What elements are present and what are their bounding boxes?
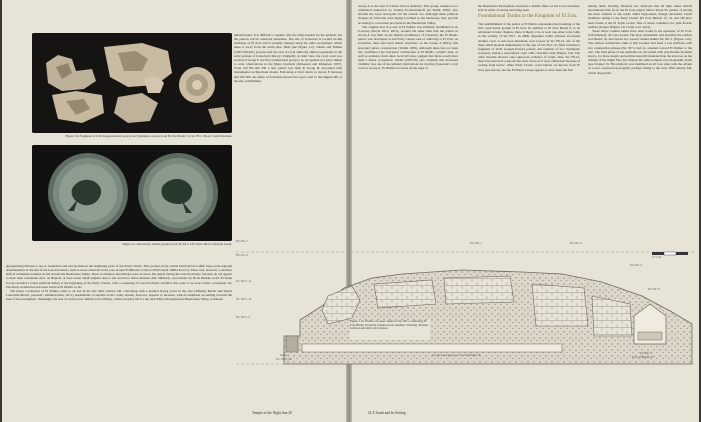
drawing-label: Access passageway to El Zotz Burial 16 <box>432 353 481 357</box>
page-number: 21 <box>368 411 372 415</box>
figure-1-9-caption: Figure 1.9. Jade mosaic earflare plaques from Str. F8-2 at El Tejón. Photo: Nicholas Carter. <box>122 243 232 246</box>
running-title: A Tomb and Its Setting <box>372 411 406 415</box>
paragraph: the Buenavista Escarpment exercised a similar effect on the local viewshed, both in terms of seeing and being seen. <box>478 4 580 13</box>
drawing-label: Str. M7-1-2 <box>236 315 251 319</box>
jade-earflare-image <box>32 145 232 241</box>
tunnel-profile-drawing <box>232 240 698 392</box>
right-page-column-2 <box>478 4 580 240</box>
drawing-label: Str. M7-1-1a <box>236 279 252 283</box>
paragraph: among them. Notably, Houston has observed that all high status burials encountered thus far in the El Zotz region follow Royal 9's pattern of having the head oriented to the north. Other high-status, though unvaulted, burial chambers dating to the Early Classic (El Zotz Burials 13, 14, and 18) have been found at the El Tejón Group. One of these contained two jade mosaic earflare plaques (Figure 1.9; Carter et al. 2012). <box>588 4 692 29</box>
drawing-label: EZ 23C-1 <box>470 241 482 245</box>
drawing-label: Str. M7-1-1b <box>236 297 252 301</box>
scale-bar-label: 0 1 2 m <box>652 255 662 259</box>
figure-1-8-photo <box>32 33 232 133</box>
paragraph: The original seat of power at El Palmar was similarly established at an E-Group (Doyle 2012, 2013). Around the same time that the palace in Group A was built on the highest prominence of Uaxactun, the El Diablo palace was developed as the Early Classic seat of authority at El Zotz. At Uaxactun, there had been manic structures on the Group A hilltop that preceded palace construction (Valdés 1995). Although there has not been any confirmed Late Preclassic architecture at El Diablo, ceramic data, as well as evidence from other local hill sites, suggest that there would have been a minor occupation. Valdés (1995:50) also contends that increased visibility was one of the primary motivations for moving Uaxactun's royal court to Group A. El Diablo's location on the edge of <box>358 24 458 71</box>
paragraph: Three major vaulted tombs have been found in the epicenter of El Zotz. Unfortunately, all were looted. The most substantial, and probably the earliest was Burial 16, discovered in a looters' tunnel behind Str. M7-1 (Figure 1.10). The earliest architecture built at this location had been a low platform with two construction phases (Str. M7-1-Sub.1), oriented toward El Palmar to the east. The final phase of the platform was decorated with polychrome modeled stucco, for more deeply and architectonically modeled than the stuccoes on the Temple of the Night Sun, but without the same richness in iconographic detail (see Chapter 9). The platform was mutilated on all four sides with the advent of a new construction program, perhaps dating to the early fifth century AD, which obeyed the <box>588 28 692 75</box>
paragraph: Group A as the seat of Classic Period authority. This group, rendered as a celebrated numerical by Tatiana Proskouriakoff (in Smith 1950), also became the royal necropolis for the Classic era. Although these political changes in Uaxactun were highly localized in the landscape, they provide an analog to concurrent processes in the Buenavista Valley. <box>358 4 458 25</box>
right-page-column-1 <box>358 4 458 240</box>
section-heading: Foundational Tombs in the Kingdom of El Zotz <box>478 13 577 20</box>
paragraph: The establishment of the palace at El Diablo represented the founding of the first royal burial ground at El Zotz. In addition to El Zotz Burial 9, to be addressed in later chapters, there is likely to be at least one other royal tomb in the vicinity of Str. F8-1. In 2008, Alejandro Gillot Vassaux excavated another royal or sub-royal interment, now looted, in Str. F8-14, one of the three small mounds immediately to the east of Str. F8-1; its finds included a fragment of Uxbi Gouged-Incised pottery and remains of two Syndaplex escarpols, inside a red-painted crypt with corbelled vault (Figure 1.8). The other mounds showed only equivocal evidence of crypts. One, Str. F8-12, may have had such a deposit but clear traces of it were obliterated because of looting from below. Other Early Classic royal burials are known from El Zotz (see below), but the El Diablo Group appears to have been the first <box>478 21 580 72</box>
drawing-label: EZ 23C-F <box>648 287 661 291</box>
drawing-label: Str. M7-1-4a <box>276 357 292 361</box>
drawing-label: EZ 23C-3 <box>570 241 582 245</box>
left-page-side-column <box>234 33 342 259</box>
paragraph: uninterrupted. It is difficult to explain why the elites headed for the uplands, but the pattern can be observed elsewhere. The site of Uaxactun is located 24 km northeast of El Zotz and is actually situated along the same escarpment, which takes it away from the north near Tikal (see Figure 1.2). Valdés and Fahsen (1995:199-201) propose that the seat of royal authority shifted repeatedly in the early periods of Uaxactun's history. Originally, in their view, the royal court was located at Group E, the first architectural group to be recognized as a place linked to solar observations in the Maya lowlands (Ricketson and Ricketson 1937). From 150 BC-AD 250 a new palace was built in Group H, decorated with monumental architectural masks. Following a brief return to Group E between AD 250-300, the elites of Uaxactun moved the royal court to the highest hill of the site, establishing <box>234 33 342 83</box>
left-running-footer <box>252 411 292 415</box>
page-number: 20 <box>288 411 292 415</box>
drawing-label: EZ 23C-5 <box>640 351 652 355</box>
paragraph: The major occupation of El Palmar came to an end in the late third century AD, coinciding with a marked drying event in the area (Timothy Beach and Sheryl Luzzadder-Beach, personal communication, 2011). Residential occupation in the valley shrank, however, appears to increase, with an emphasis on settling towards the base of the escarpment. Seemingly, the seat of royal power shifted to the hilltops, while everyday life for the rural Maya throughout the Buenavista Valley continued <box>6 288 232 302</box>
right-running-footer <box>368 411 406 415</box>
figure-1-8-caption: Figure 1.8. Fragments of Uxbi Gouged-Incised pottery and Syndaplex escarpol from El Zotz Burial 1 in Str. F8-1. Photos: Sarah Newman. <box>65 135 232 138</box>
drawing-label: EZ 23C-4 <box>630 263 642 267</box>
figure-1-9-photo <box>32 145 232 241</box>
figure-1-10-drawing <box>232 240 698 392</box>
paragraph: appropriating hilltops to use as residences and necropolises in the beginning years of the Early Classic. This portion of the central Petén did not suffer large-scale regional abandonments at the end of the Late Preclassic, such as those observed in the area around El Mirador to the north (Forsyth 1989:129-131). There was, however, a decisive shift in settlement patterns in and around the Buenavista Valley. There is evidence that hilltops were in use in the region during the Late Preclassic, but they do not appear to have been residential sites. At Bejucal, at least seven small temples date to the second to third centuries AD. Similarly, excavations by Boris Beltrán at the El Tejón Group revealed a round platform dating to the beginning of the Early Classic, with a scattering of Late Preclassic ceramics that point to an even earlier occupation. No Preclassic architecture has been found at El Diablo so far. <box>6 264 232 289</box>
drawing-label: EZ 23C-2 <box>236 253 248 257</box>
pottery-fragments-image <box>32 33 232 133</box>
figure-1-10-caption: Figure 1.10. Profile of looters' tunnel in Str. M7-1, indicating El Zotz Burial 16 and its vaulted access chamber. Drawing: Thomas Garrison and Alyce de Carteret. <box>350 320 430 340</box>
running-title: Temple of the Night Sun <box>252 411 288 415</box>
left-page-bottom-text <box>6 264 232 404</box>
drawing-label: El Zotz Burial 16 <box>632 355 653 359</box>
right-page-column-3 <box>588 4 692 240</box>
drawing-label: EZ 23C-1 <box>236 239 248 243</box>
drawing-label: Mask 1 <box>280 353 289 357</box>
